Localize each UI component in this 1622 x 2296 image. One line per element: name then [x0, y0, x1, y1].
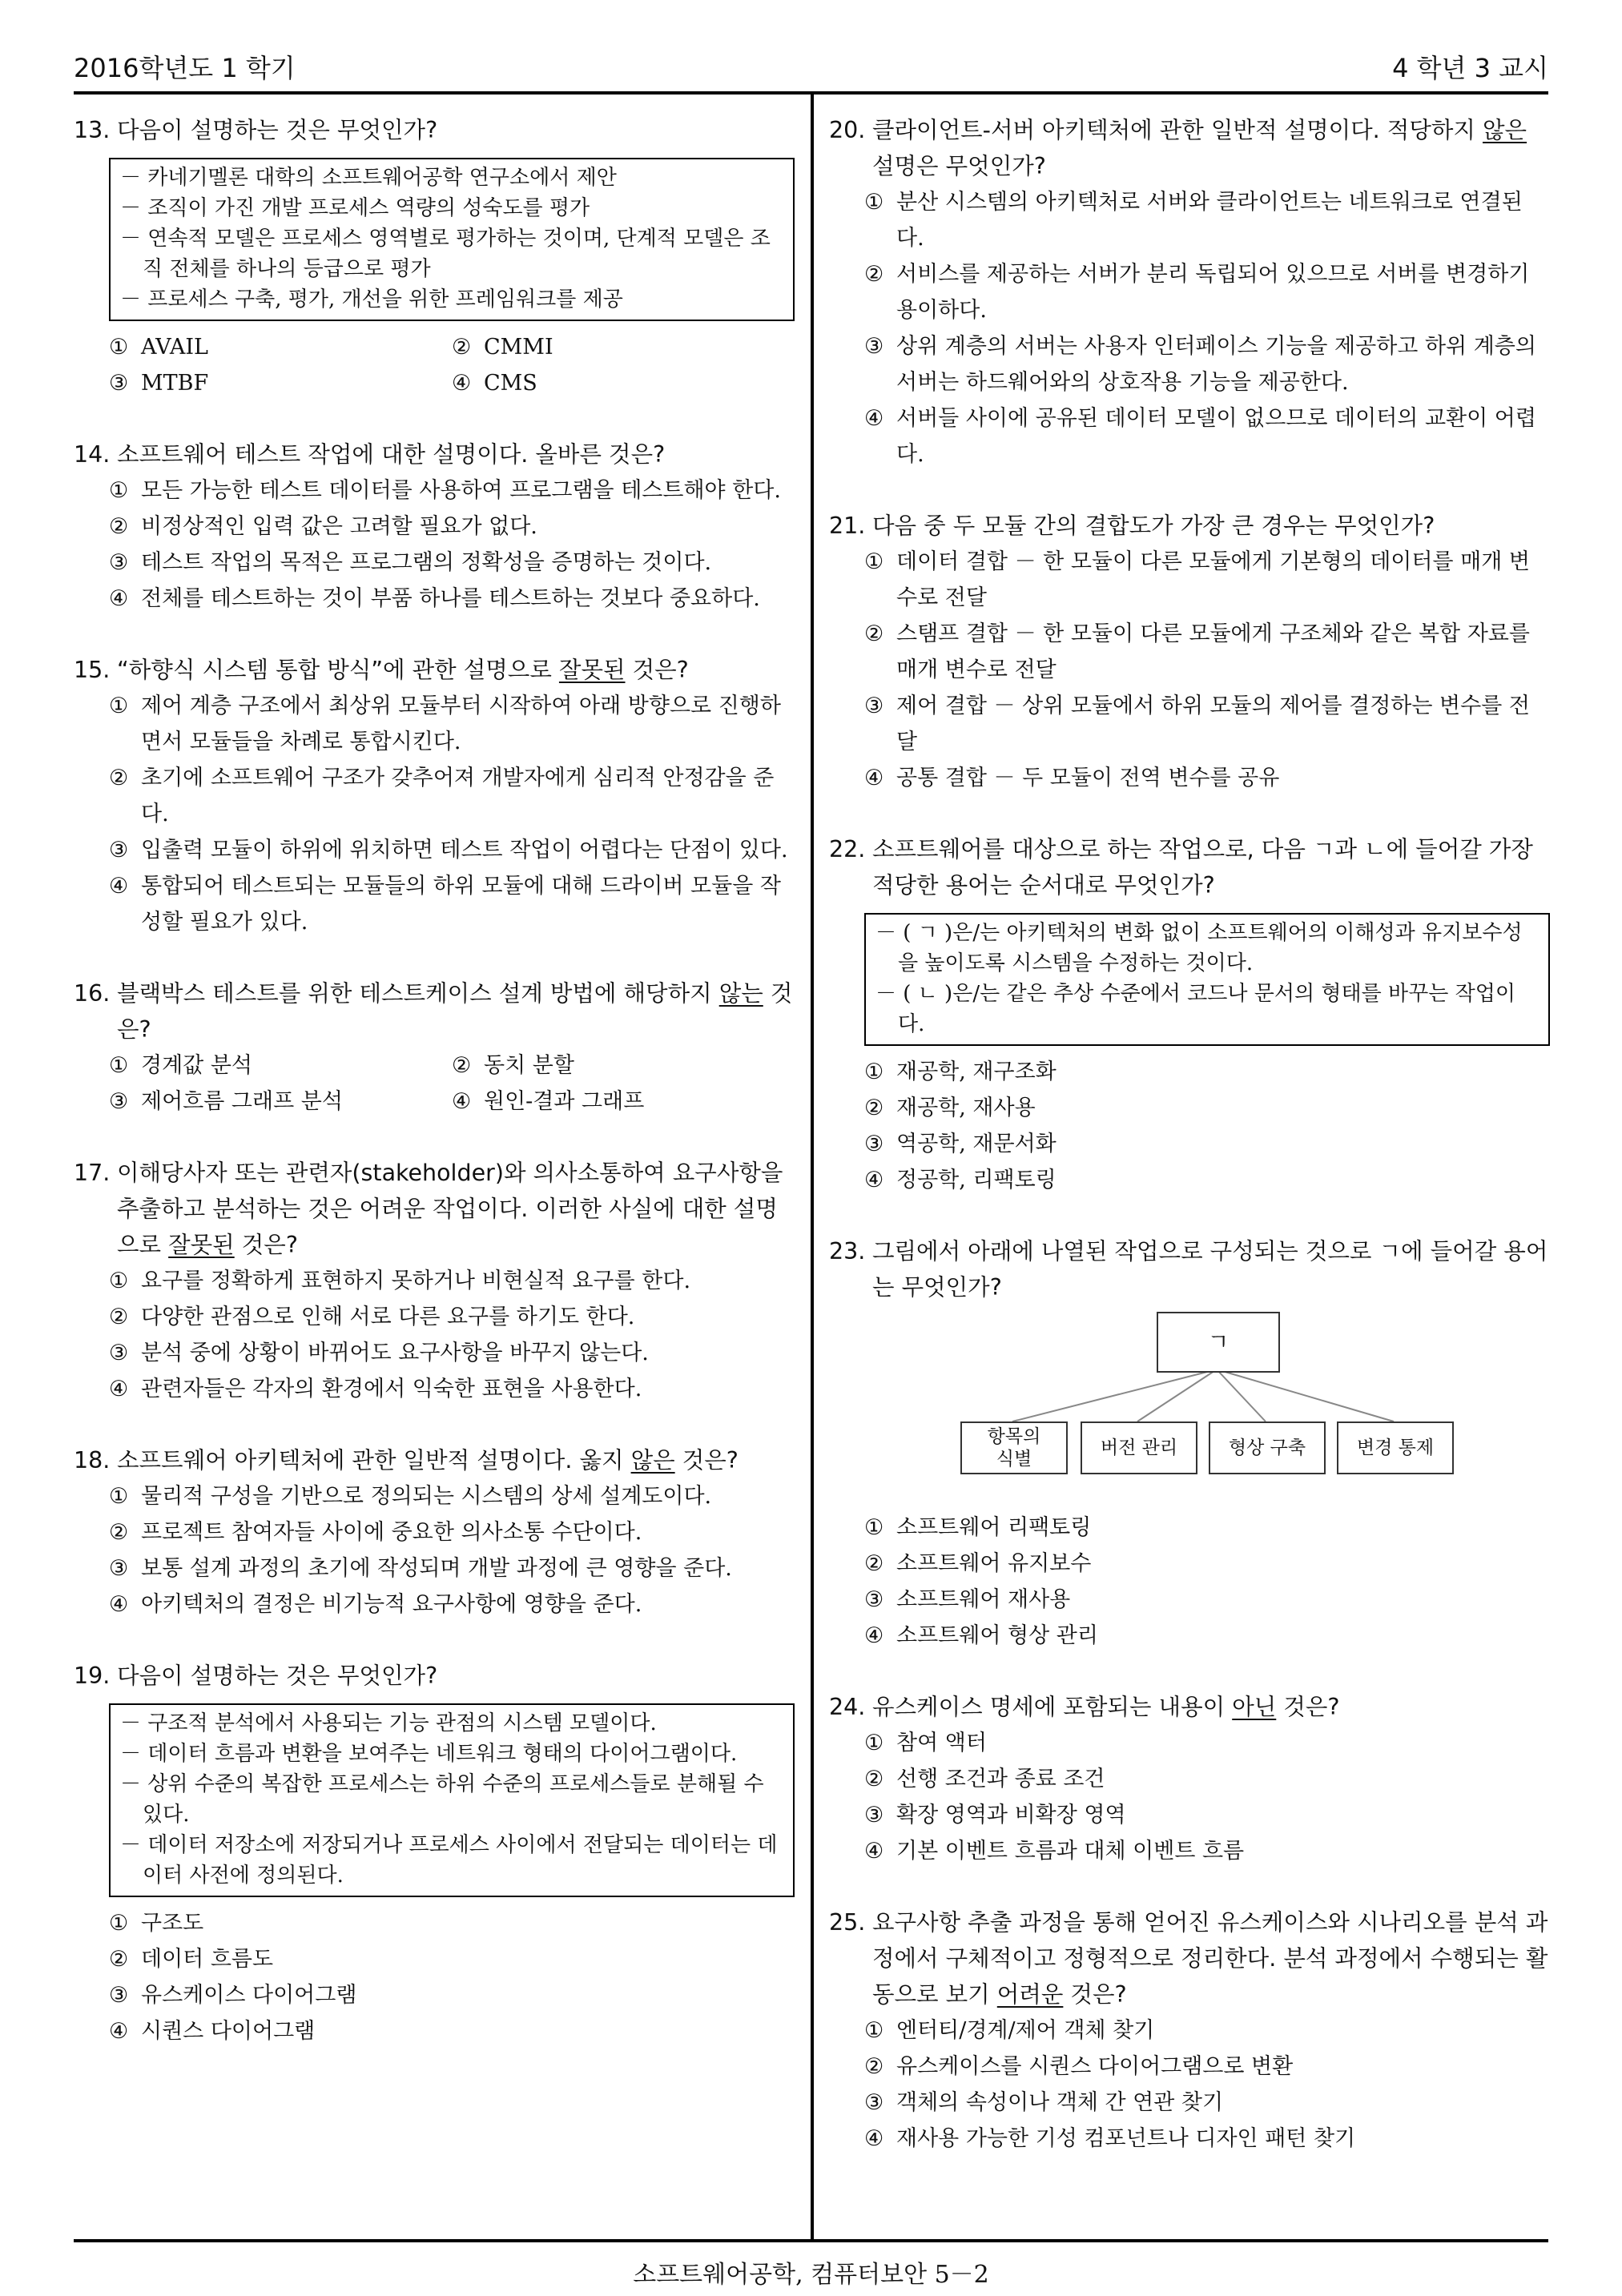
- diagram-root-node: ㄱ: [1157, 1312, 1280, 1373]
- option-2[interactable]: [109, 1941, 795, 1977]
- option-text: 테스트 작업의 목적은 프로그램의 정확성을 증명하는 것이다.: [141, 550, 712, 575]
- question-stem: 25. 요구사항 추출 과정을 통해 얻어진 유스케이스와 시나리오를 분석 과정에서 구체적이고 정형적으로 정리한다. 분석 과정에서 수행되는 활동으로 보기 어려운 것은?: [829, 1909, 1548, 2008]
- option-3[interactable]: [109, 1084, 452, 1120]
- option-3[interactable]: [109, 365, 452, 401]
- option-1[interactable]: [109, 688, 795, 760]
- bottom-rule: [74, 2239, 1548, 2242]
- option-number: ③: [109, 1556, 129, 1581]
- option-text: 비정상적인 입력 값은 고려할 필요가 없다.: [141, 514, 537, 539]
- option-number: ④: [452, 371, 472, 396]
- box-line: － 조직이 가진 개발 프로세스 역량의 성숙도를 평가: [120, 196, 590, 220]
- answer-options: [74, 1047, 795, 1120]
- option-number: ④: [109, 1377, 129, 1401]
- option-number: ①: [864, 1731, 884, 1755]
- option-number: ③: [109, 1341, 129, 1365]
- answer-options: [829, 544, 1550, 796]
- option-text: 데이터 흐름도: [141, 1947, 274, 1972]
- box-line: － 연속적 모델은 프로세스 영역별로 평가하는 것이며, 단계적 모델은 조직 전체를 하나의 등급으로 평가: [120, 227, 771, 281]
- option-2[interactable]: [109, 760, 795, 832]
- option-4[interactable]: [864, 1618, 1550, 1654]
- option-2[interactable]: [864, 1761, 1550, 1797]
- option-text: 역공학, 재문서화: [896, 1132, 1057, 1156]
- option-text: 유스케이스 다이어그램: [141, 1983, 357, 2008]
- question-18: [74, 1442, 795, 1622]
- option-2[interactable]: [864, 2049, 1550, 2085]
- option-4[interactable]: [109, 2013, 795, 2049]
- option-number: ②: [452, 1053, 472, 1078]
- question-stem: 16. 블랙박스 테스트를 위한 테스트케이스 설계 방법에 해당하지 않는 것은?: [74, 980, 793, 1043]
- option-number: ④: [109, 586, 129, 611]
- emphasis-underline: 않은: [1482, 117, 1527, 143]
- option-text: 참여 액터: [896, 1731, 987, 1755]
- option-text: 유스케이스를 시퀀스 다이어그램으로 변환: [896, 2054, 1294, 2079]
- question-15: [74, 652, 795, 940]
- option-text: 보통 설계 과정의 초기에 작성되며 개발 과정에 큰 영향을 준다.: [141, 1556, 732, 1581]
- option-number: ②: [452, 335, 472, 360]
- question-stem: 23. 그림에서 아래에 나열된 작업으로 구성되는 것으로 ㄱ에 들어갈 용어는 무엇인가?: [829, 1238, 1548, 1301]
- option-text: 서버들 사이에 공유된 데이터 모델이 없으므로 데이터의 교환이 어렵다.: [896, 406, 1536, 467]
- option-3[interactable]: [109, 832, 795, 868]
- option-number: ①: [109, 1269, 129, 1293]
- option-text: 스탬프 결합 － 한 모듈이 다른 모듈에게 구조체와 같은 복합 자료를 매개 변수로 전달: [896, 621, 1530, 682]
- option-4[interactable]: [109, 1586, 795, 1622]
- option-number: ②: [109, 1305, 129, 1329]
- option-number: ③: [864, 1132, 884, 1156]
- option-number: ②: [864, 1096, 884, 1120]
- option-4[interactable]: [864, 760, 1550, 796]
- answer-options: [74, 688, 795, 940]
- option-number: ①: [864, 1060, 884, 1084]
- option-text: CMMI: [484, 335, 553, 360]
- option-number: ①: [864, 190, 884, 215]
- question-stem: 19. 다음이 설명하는 것은 무엇인가?: [74, 1663, 438, 1689]
- option-text: 동치 분할: [484, 1053, 574, 1078]
- option-1[interactable]: [109, 329, 452, 365]
- option-1[interactable]: [864, 1725, 1550, 1761]
- option-number: ③: [864, 1803, 884, 1828]
- option-text: 통합되어 테스트되는 모듈들의 하위 모듈에 대해 드라이버 모듈을 작성할 필요가 있다.: [141, 874, 781, 935]
- box-line: － 데이터 흐름과 변환을 보여주는 네트워크 형태의 다이어그램이다.: [120, 1742, 738, 1766]
- option-number: ①: [864, 2018, 884, 2043]
- option-3[interactable]: [864, 1582, 1550, 1618]
- question-23: [829, 1233, 1550, 1654]
- option-text: 제어흐름 그래프 분석: [141, 1089, 343, 1114]
- question-stem: 20. 클라이언트-서버 아키텍처에 관한 일반적 설명이다. 적당하지 않은 설명은 무엇인가?: [829, 117, 1527, 179]
- option-2[interactable]: [109, 1299, 795, 1335]
- option-number: ④: [864, 1168, 884, 1192]
- option-text: 초기에 소프트웨어 구조가 갖추어져 개발자에게 심리적 안정감을 준다.: [141, 766, 775, 826]
- option-text: CMS: [484, 371, 537, 396]
- option-text: 객체의 속성이나 객체 간 연관 찾기: [896, 2090, 1224, 2115]
- answer-options: [829, 1054, 1550, 1198]
- option-text: 소프트웨어 재사용: [896, 1587, 1071, 1612]
- option-number: ②: [109, 1947, 129, 1972]
- option-3[interactable]: [864, 328, 1550, 400]
- option-4[interactable]: [452, 365, 795, 401]
- option-number: ④: [864, 2126, 884, 2151]
- option-text: 선행 조건과 종료 조건: [896, 1767, 1105, 1791]
- option-text: 서비스를 제공하는 서버가 분리 독립되어 있으므로 서버를 변경하기 용이하다.: [896, 262, 1530, 323]
- question-16: [74, 975, 795, 1120]
- option-1[interactable]: [864, 1054, 1550, 1090]
- option-text: 다양한 관점으로 인해 서로 다른 요구를 하기도 한다.: [141, 1305, 635, 1329]
- option-number: ③: [109, 838, 129, 863]
- option-text: 정공학, 리팩토링: [896, 1168, 1057, 1192]
- box-line: － ( ㄴ )은/는 같은 추상 수준에서 코드나 문서의 형태를 바꾸는 작업이다.: [875, 982, 1515, 1036]
- emphasis-underline: 아닌: [1232, 1694, 1277, 1720]
- option-2[interactable]: [864, 1546, 1550, 1582]
- option-3[interactable]: [864, 2085, 1550, 2121]
- option-3[interactable]: [864, 1797, 1550, 1833]
- box-line: － 프로세스 구축, 평가, 개선을 위한 프레임워크를 제공: [120, 288, 623, 312]
- diagram-node-change-control: 변경 통제: [1337, 1421, 1454, 1474]
- option-number: ①: [109, 478, 129, 503]
- option-text: 경계값 분석: [141, 1053, 252, 1078]
- box-line: － 상위 수준의 복잡한 프로세스는 하위 수준의 프로세스들로 분해될 수 있다.: [120, 1772, 764, 1827]
- option-1[interactable]: [864, 1510, 1550, 1546]
- option-1[interactable]: [864, 184, 1550, 256]
- option-text: 모든 가능한 테스트 데이터를 사용하여 프로그램을 테스트해야 한다.: [141, 478, 781, 503]
- option-2[interactable]: [452, 329, 795, 365]
- option-number: ②: [864, 262, 884, 287]
- emphasis-underline: 어려운: [996, 1981, 1064, 2008]
- option-2[interactable]: [864, 1090, 1550, 1126]
- question-stem: 22. 소프트웨어를 대상으로 하는 작업으로, 다음 ㄱ과 ㄴ에 들어갈 가장 적당한 용어는 순서대로 무엇인가?: [829, 836, 1533, 899]
- exam-term: 2016학년도 1 학기: [74, 53, 296, 83]
- box-line: － 데이터 저장소에 저장되거나 프로세스 사이에서 전달되는 데이터는 데이터 사전에 정의된다.: [120, 1833, 778, 1888]
- option-text: 물리적 구성을 기반으로 정의되는 시스템의 상세 설계도이다.: [141, 1484, 712, 1509]
- page-footer: 소프트웨어공학, 컴퓨터보안 5－2: [633, 2261, 989, 2289]
- option-1[interactable]: [109, 1905, 795, 1941]
- option-number: ②: [864, 1767, 884, 1791]
- question-13: [74, 112, 795, 401]
- question-stem: 14. 소프트웨어 테스트 작업에 대한 설명이다. 올바른 것은?: [74, 441, 666, 468]
- option-3[interactable]: [109, 1550, 795, 1586]
- option-text: 구조도: [141, 1911, 204, 1936]
- option-number: ④: [109, 1592, 129, 1617]
- option-number: ④: [864, 1839, 884, 1864]
- description-box: [864, 913, 1550, 1046]
- option-number: ③: [109, 371, 129, 396]
- answer-options: [829, 2013, 1550, 2157]
- question-stem: 17. 이해당사자 또는 관련자(stakeholder)와 의사소통하여 요구사항을 추출하고 분석하는 것은 어려운 작업이다. 이러한 사실에 대한 설명으로 잘못된 것은?: [74, 1160, 783, 1258]
- option-number: ②: [109, 1520, 129, 1545]
- option-text: 제어 계층 구조에서 최상위 모듈부터 시작하여 아래 방향으로 진행하면서 모듈들을 차례로 통합시킨다.: [141, 694, 781, 754]
- emphasis-underline: 않은: [630, 1447, 675, 1474]
- option-number: ③: [864, 334, 884, 359]
- answer-options: [74, 1263, 795, 1407]
- description-box: [109, 158, 795, 321]
- option-1[interactable]: [109, 1263, 795, 1299]
- option-text: 요구를 정확하게 표현하지 못하거나 비현실적 요구를 한다.: [141, 1269, 691, 1293]
- option-text: 확장 영역과 비확장 영역: [896, 1803, 1126, 1828]
- option-4[interactable]: [864, 2121, 1550, 2157]
- option-number: ②: [864, 621, 884, 646]
- option-number: ①: [109, 335, 129, 360]
- option-1[interactable]: [109, 472, 795, 509]
- option-number: ③: [864, 2090, 884, 2115]
- answer-options: [829, 184, 1550, 472]
- option-text: MTBF: [141, 371, 209, 396]
- diagram-node-item-identification: 항목의 식별: [960, 1421, 1068, 1474]
- option-number: ③: [109, 1983, 129, 2008]
- question-stem: 24. 유스케이스 명세에 포함되는 내용이 아닌 것은?: [829, 1694, 1340, 1720]
- option-2[interactable]: [109, 509, 795, 545]
- option-text: 전체를 테스트하는 것이 부품 하나를 테스트하는 것보다 중요하다.: [141, 586, 760, 611]
- question-20: [829, 112, 1550, 472]
- option-text: 프로젝트 참여자들 사이에 중요한 의사소통 수단이다.: [141, 1520, 642, 1545]
- question-stem: 15. “하향식 시스템 통합 방식”에 관한 설명으로 잘못된 것은?: [74, 657, 689, 683]
- emphasis-underline: 잘못된: [558, 657, 626, 683]
- left-column: [74, 112, 795, 2085]
- option-text: 소프트웨어 유지보수: [896, 1551, 1092, 1576]
- question-stem: 13. 다음이 설명하는 것은 무엇인가?: [74, 117, 438, 143]
- option-2[interactable]: [864, 256, 1550, 328]
- option-number: ①: [864, 1515, 884, 1540]
- option-number: ③: [864, 1587, 884, 1612]
- option-text: 공통 결합 － 두 모듈이 전역 변수를 공유: [896, 766, 1280, 790]
- option-number: ④: [864, 1623, 884, 1648]
- right-column: [829, 112, 1550, 2192]
- option-number: ②: [109, 514, 129, 539]
- option-number: ④: [864, 766, 884, 790]
- option-text: 아키텍처의 결정은 비기능적 요구사항에 영향을 준다.: [141, 1592, 642, 1617]
- option-number: ①: [109, 1911, 129, 1936]
- option-3[interactable]: [864, 1126, 1550, 1162]
- option-number: ②: [864, 1551, 884, 1576]
- exam-grade-period: 4 학년 3 교시: [1392, 53, 1548, 83]
- box-line: － 카네기멜론 대학의 소프트웨어공학 연구소에서 제안: [120, 166, 617, 190]
- option-1[interactable]: [864, 544, 1550, 616]
- answer-options: [74, 472, 795, 617]
- option-2[interactable]: [864, 616, 1550, 688]
- option-text: 재사용 가능한 기성 컴포넌트나 디자인 패턴 찾기: [896, 2126, 1356, 2151]
- answer-options: [74, 1478, 795, 1622]
- option-number: ④: [109, 874, 129, 899]
- option-4[interactable]: [452, 1084, 795, 1120]
- option-4[interactable]: [109, 1371, 795, 1407]
- option-number: ③: [109, 550, 129, 575]
- question-22: [829, 831, 1550, 1198]
- option-text: 엔터티/경계/제어 객체 찾기: [896, 2018, 1155, 2043]
- option-number: ③: [109, 1089, 129, 1114]
- option-text: 상위 계층의 서버는 사용자 인터페이스 기능을 제공하고 하위 계층의 서버는 하드웨어와의 상호작용 기능을 제공한다.: [896, 334, 1536, 395]
- option-4[interactable]: [864, 1162, 1550, 1198]
- box-line: － ( ㄱ )은/는 아키텍처의 변화 없이 소프트웨어의 이해성과 유지보수성을 높이도록 시스템을 수정하는 것이다.: [875, 921, 1523, 975]
- diagram-node-version-control: 버전 관리: [1081, 1421, 1197, 1474]
- option-number: ②: [864, 2054, 884, 2079]
- question-stem: 18. 소프트웨어 아키텍처에 관한 일반적 설명이다. 옳지 않은 것은?: [74, 1447, 739, 1474]
- option-4[interactable]: [864, 400, 1550, 472]
- column-divider: [811, 91, 814, 2242]
- option-text: 소프트웨어 리팩토링: [896, 1515, 1092, 1540]
- option-text: 분산 시스템의 아키텍처로 서버와 클라이언트는 네트워크로 연결된다.: [896, 190, 1523, 251]
- option-2[interactable]: [109, 1514, 795, 1550]
- option-text: 분석 중에 상황이 바뀌어도 요구사항을 바꾸지 않는다.: [141, 1341, 649, 1365]
- option-text: 제어 결합 － 상위 모듈에서 하위 모듈의 제어를 결정하는 변수를 전달: [896, 694, 1530, 754]
- option-4[interactable]: [109, 868, 795, 940]
- question-19: [74, 1658, 795, 2049]
- option-1[interactable]: [109, 1047, 452, 1084]
- option-text: 재공학, 재사용: [896, 1096, 1036, 1120]
- option-3[interactable]: [864, 688, 1550, 760]
- question-17: [74, 1155, 795, 1407]
- option-number: ②: [109, 766, 129, 790]
- option-number: ①: [864, 549, 884, 574]
- option-number: ④: [452, 1089, 472, 1114]
- option-text: 원인-결과 그래프: [484, 1089, 645, 1114]
- box-line: － 구조적 분석에서 사용되는 기능 관점의 시스템 모델이다.: [120, 1711, 657, 1735]
- emphasis-underline: 않는: [718, 980, 763, 1007]
- option-text: 시퀀스 다이어그램: [141, 2019, 316, 2044]
- answer-options: [74, 1905, 795, 2049]
- option-text: 데이터 결합 － 한 모듈이 다른 모듈에게 기본형의 데이터를 매개 변수로 전달: [896, 549, 1530, 610]
- option-text: AVAIL: [141, 335, 208, 360]
- question-21: [829, 508, 1550, 796]
- option-1[interactable]: [864, 2013, 1550, 2049]
- option-text: 기본 이벤트 흐름과 대체 이벤트 흐름: [896, 1839, 1245, 1864]
- option-3[interactable]: [109, 545, 795, 581]
- description-box: [109, 1703, 795, 1897]
- option-text: 입출력 모듈이 하위에 위치하면 테스트 작업이 어렵다는 단점이 있다.: [141, 838, 788, 863]
- question-14: [74, 436, 795, 617]
- option-1[interactable]: [109, 1478, 795, 1514]
- option-number: ①: [109, 694, 129, 718]
- diagram-node-configuration-build: 형상 구축: [1209, 1421, 1326, 1474]
- option-number: ③: [864, 694, 884, 718]
- emphasis-underline: 잘못된: [168, 1232, 235, 1258]
- option-4[interactable]: [109, 581, 795, 617]
- question-stem: 21. 다음 중 두 모듈 간의 결합도가 가장 큰 경우는 무엇인가?: [829, 513, 1435, 539]
- configuration-tree-diagram: [864, 1305, 1585, 1510]
- question-24: [829, 1689, 1550, 1869]
- option-3[interactable]: [109, 1977, 795, 2013]
- option-3[interactable]: [109, 1335, 795, 1371]
- option-number: ①: [109, 1053, 129, 1078]
- option-text: 재공학, 재구조화: [896, 1060, 1057, 1084]
- option-number: ④: [109, 2019, 129, 2044]
- answer-options: [829, 1725, 1550, 1869]
- option-text: 관련자들은 각자의 환경에서 익숙한 표현을 사용한다.: [141, 1377, 642, 1401]
- option-text: 소프트웨어 형상 관리: [896, 1623, 1098, 1648]
- option-4[interactable]: [864, 1833, 1550, 1869]
- option-number: ①: [109, 1484, 129, 1509]
- question-25: [829, 1904, 1550, 2157]
- option-number: ④: [864, 406, 884, 431]
- answer-options: [829, 1510, 1550, 1654]
- option-2[interactable]: [452, 1047, 795, 1084]
- answer-options: [74, 329, 795, 401]
